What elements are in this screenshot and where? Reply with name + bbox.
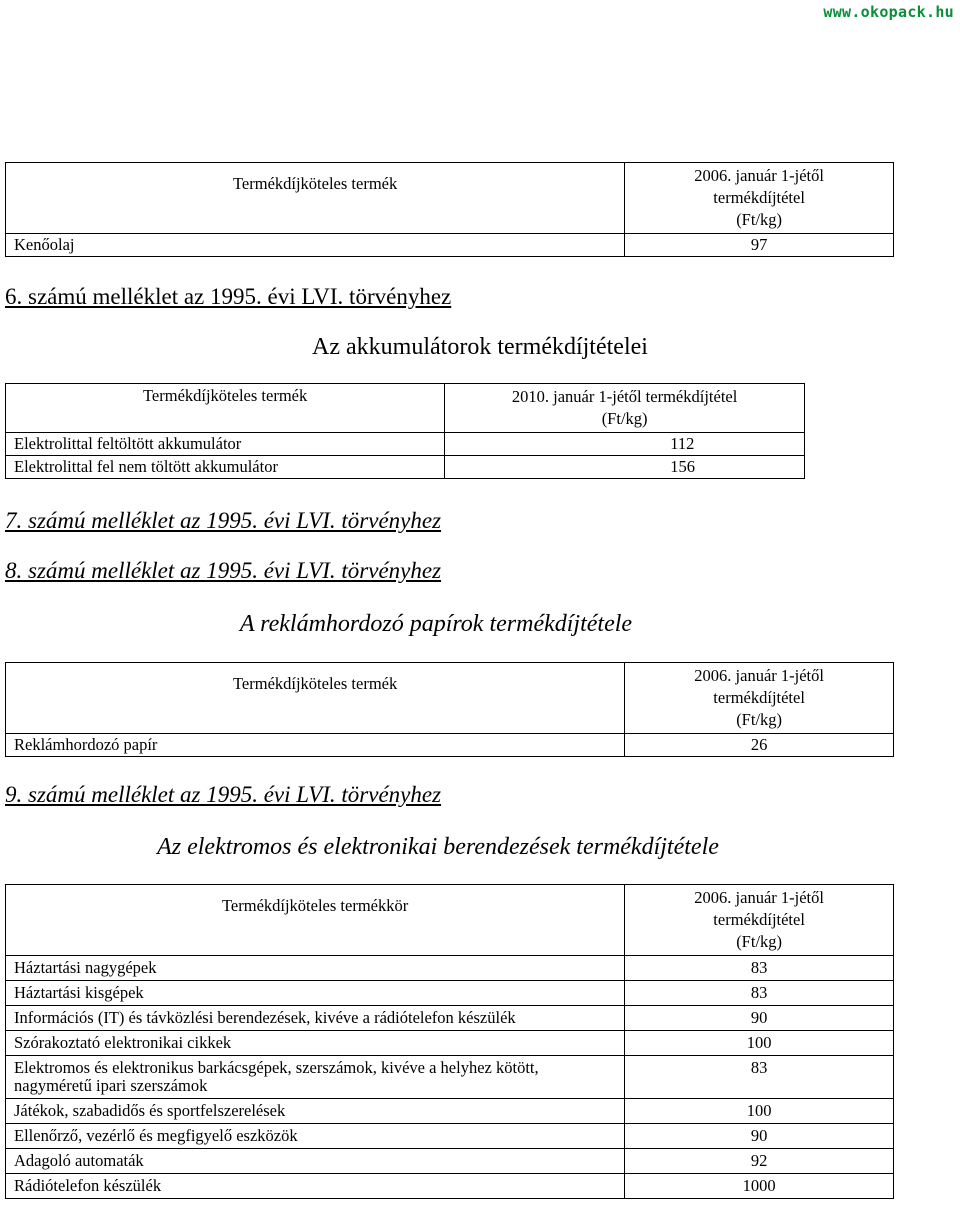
table-row [6, 1099, 894, 1124]
row-product-name: Adagoló automaták [6, 1149, 625, 1174]
table-row [6, 734, 894, 757]
table-row [6, 956, 894, 981]
row-product-name: Kenőolaj [6, 234, 625, 257]
row-product-name: Elektromos és elektronikus barkácsgépek, szerszámok, kivéve a helyhez kötött, nagyméretű ipari szerszámok [6, 1056, 625, 1099]
annex-8-heading: A reklámhordozó papírok termékdíjtétele [239, 611, 633, 637]
row-product-name: Elektrolittal fel nem töltött akkumulátor [6, 456, 445, 479]
row-product-name: Játékok, szabadidős és sportfelszerelések [6, 1099, 625, 1124]
annex-6-link[interactable]: 6. számú melléklet az 1995. évi LVI. törvényhez [5, 284, 452, 309]
row-rate-value: 83 [625, 1056, 894, 1099]
row-product-name: Ellenőrző, vezérlő és megfigyelő eszközök [6, 1124, 625, 1149]
table-row [6, 1006, 894, 1031]
electronics-fee-table [5, 884, 894, 1199]
header-rate-line: (Ft/kg) [736, 932, 783, 951]
header-rate-line: (Ft/kg) [601, 409, 648, 428]
header-product: Termékdíjköteles termék [6, 663, 625, 734]
table-row [6, 456, 805, 479]
table-header-row [6, 663, 894, 734]
row-rate-value: 83 [625, 956, 894, 981]
row-rate-value: 92 [625, 1149, 894, 1174]
row-product-name: Rádiótelefon készülék [6, 1174, 625, 1199]
header-rate [625, 163, 894, 234]
row-product-name: Szórakoztató elektronikai cikkek [6, 1031, 625, 1056]
header-rate [625, 663, 894, 734]
row-product-name: Háztartási kisgépek [6, 981, 625, 1006]
header-rate [625, 885, 894, 956]
header-rate-line: termékdíjtétel [713, 188, 805, 207]
table-row [6, 1124, 894, 1149]
table-row [6, 981, 894, 1006]
annex-9-link[interactable]: 9. számú melléklet az 1995. évi LVI. törvényhez [5, 782, 442, 807]
table-header-row [6, 885, 894, 956]
table-row [6, 1056, 894, 1099]
row-rate-value: 100 [625, 1031, 894, 1056]
header-rate-line: 2006. január 1-jétől [694, 166, 824, 185]
table-row [6, 433, 805, 456]
row-rate-value: 112 [445, 433, 805, 456]
header-product: Termékdíjköteles termék [6, 384, 445, 433]
table-row [6, 1174, 894, 1199]
header-rate-line: (Ft/kg) [736, 210, 783, 229]
table-row [6, 234, 894, 257]
annex-6-heading: Az akkumulátorok termékdíjtételei [312, 334, 648, 360]
row-product-name: Háztartási nagygépek [6, 956, 625, 981]
row-rate-value: 156 [445, 456, 805, 479]
row-rate-value: 1000 [625, 1174, 894, 1199]
row-product-name: Információs (IT) és távközlési berendezések, kivéve a rádiótelefon készülék [6, 1006, 625, 1031]
site-watermark: www.okopack.hu [823, 3, 954, 21]
header-rate-line: 2006. január 1-jétől [694, 888, 824, 907]
row-rate-value: 90 [625, 1006, 894, 1031]
row-rate-value: 26 [625, 734, 894, 757]
header-rate-line: 2010. január 1-jétől termékdíjtétel [511, 387, 738, 406]
header-rate-line: 2006. január 1-jétől [694, 666, 824, 685]
annex-8-link[interactable]: 8. számú melléklet az 1995. évi LVI. törvényhez [5, 558, 442, 583]
row-product-name: Reklámhordozó papír [6, 734, 625, 757]
row-rate-value: 100 [625, 1099, 894, 1124]
table-row [6, 1031, 894, 1056]
row-rate-value: 90 [625, 1124, 894, 1149]
annex-7-link[interactable]: 7. számú melléklet az 1995. évi LVI. törvényhez [5, 508, 442, 533]
annex-9-heading: Az elektromos és elektronikai berendezések termékdíjtétele [157, 834, 719, 860]
table-header-row [6, 163, 894, 234]
header-product: Termékdíjköteles termékkör [6, 885, 625, 956]
header-product: Termékdíjköteles termék [6, 163, 625, 234]
row-rate-value: 97 [625, 234, 894, 257]
header-rate-line: termékdíjtétel [713, 688, 805, 707]
row-rate-value: 83 [625, 981, 894, 1006]
battery-fee-table [5, 383, 805, 479]
advertising-paper-fee-table [5, 662, 894, 757]
table-row [6, 1149, 894, 1174]
header-rate [445, 384, 805, 433]
header-rate-line: (Ft/kg) [736, 710, 783, 729]
lubricant-fee-table [5, 162, 894, 257]
header-rate-line: termékdíjtétel [713, 910, 805, 929]
table-header-row [6, 384, 805, 433]
row-product-name: Elektrolittal feltöltött akkumulátor [6, 433, 445, 456]
